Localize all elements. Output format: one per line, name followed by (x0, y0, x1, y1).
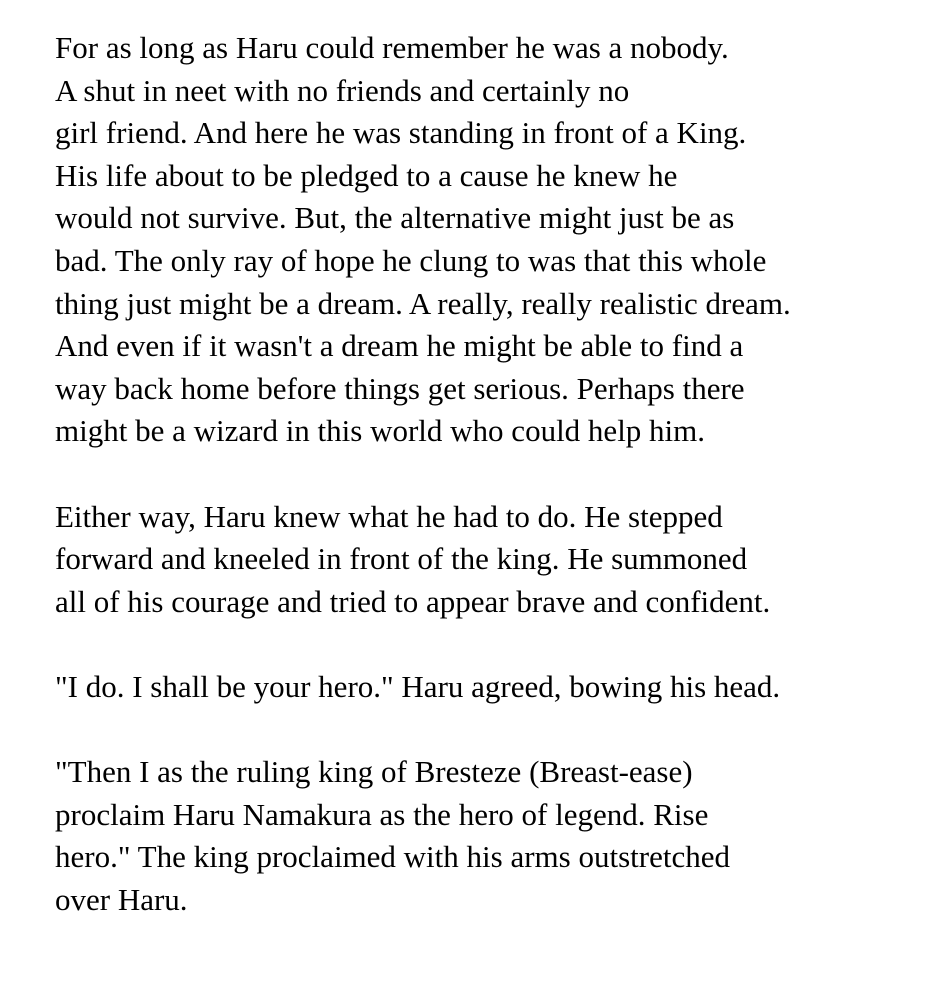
paragraph-1 (55, 27, 930, 453)
text-line: Either way, Haru knew what he had to do. He stepped (55, 498, 723, 534)
paragraph-3 (55, 666, 930, 709)
text-line: A shut in neet with no friends and certainly no (55, 72, 630, 108)
text-line: "Then I as the ruling king of Bresteze (Breast-ease) (55, 754, 693, 790)
text-line: girl friend. And here he was standing in front of a King. (55, 115, 747, 151)
text-line: bad. The only ray of hope he clung to was that this whole (55, 242, 767, 278)
text-line: would not survive. But, the alternative might just be as (55, 200, 735, 236)
text-line: His life about to be pledged to a cause he knew he (55, 157, 678, 193)
text-line: forward and kneeled in front of the king. He summoned (55, 541, 748, 577)
text-line: And even if it wasn't a dream he might be able to find a (55, 328, 744, 364)
text-line: "I do. I shall be your hero." Haru agreed, bowing his head. (55, 668, 781, 704)
text-line: For as long as Haru could remember he was a nobody. (55, 30, 729, 65)
paragraph-4 (55, 751, 930, 921)
story-page (55, 27, 930, 964)
text-line: way back home before things get serious. Perhaps there (55, 370, 745, 406)
text-line: proclaim Haru Namakura as the hero of legend. Rise (55, 796, 709, 832)
paragraph-2 (55, 496, 930, 624)
text-line: all of his courage and tried to appear brave and confident. (55, 583, 771, 619)
text-line: might be a wizard in this world who could help him. (55, 413, 706, 449)
text-line: thing just might be a dream. A really, really realistic dream. (55, 285, 791, 321)
text-line: hero." The king proclaimed with his arms outstretched (55, 839, 730, 875)
text-line: over Haru. (55, 881, 188, 917)
